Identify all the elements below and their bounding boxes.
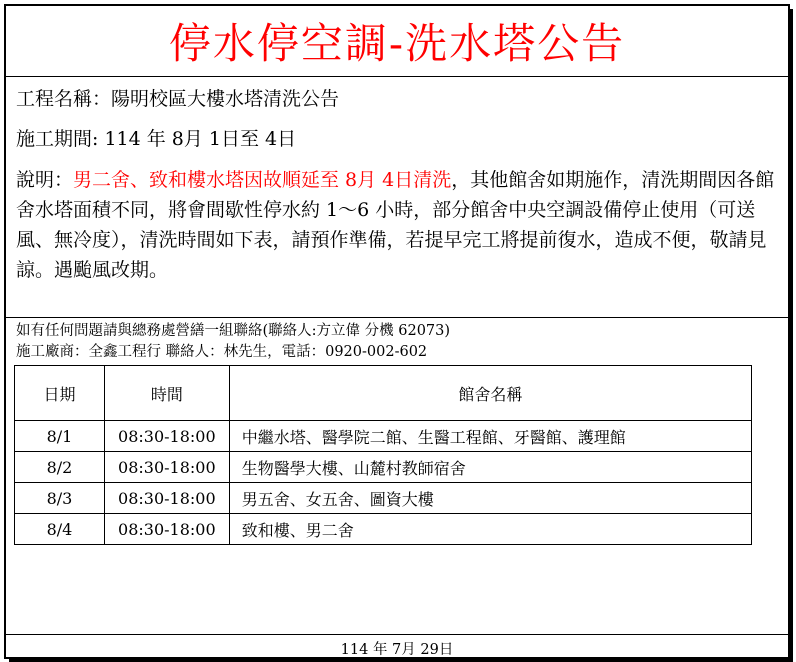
table-header-row [15,366,752,421]
description [16,165,778,285]
notice-title: 停水停空調-洗水塔公告 [168,19,626,68]
project-name: 工程名稱：陽明校區大樓水塔清洗公告 [16,88,340,110]
header-date: 日期 [15,366,105,421]
row-buildings: 中繼水塔、醫學院二館、生醫工程館、牙醫館、護理館 [229,421,751,452]
row-date: 8/1 [15,421,105,452]
row-date: 8/3 [15,483,105,514]
table-row [15,452,752,483]
contact-line-office: 如有任何問題請與總務處營繕一組聯絡(聯絡人:方立偉 分機 62073) [16,323,451,339]
row-buildings: 生物醫學大樓、山麓村教師宿舍 [229,452,751,483]
row-date: 8/2 [15,452,105,483]
contact-block [6,318,788,363]
description-text: ，其他館舍如期施作，清洗期間因各館舍水塔面積不同，將會間歇性停水約 1～6 小時，部分館舍中央空調設備停止使用（可送風、無冷度），清洗時間如下表，請預作準備，若提早完工將提前復水，造成不便，敬請見諒。遇颱風改期。 [16,169,775,281]
description-highlight: 男二舍、致和樓水塔因故順延至 8月 4日清洗 [73,169,452,191]
row-date: 8/4 [15,514,105,545]
row-buildings: 男五舍、女五舍、圖資大樓 [229,483,751,514]
table-row [15,514,752,545]
header-time: 時間 [104,366,229,421]
header-building: 館舍名稱 [229,366,751,421]
contact-line-contractor: 施工廠商：全鑫工程行 聯絡人：林先生，電話：0920-002-602 [16,344,428,360]
row-buildings: 致和樓、男二舍 [229,514,751,545]
row-time: 08:30-18:00 [104,483,229,514]
row-time: 08:30-18:00 [104,421,229,452]
description-label: 說明： [16,169,74,191]
info-block [6,77,788,318]
schedule-table [14,365,752,545]
table-row [15,421,752,452]
table-row [15,483,752,514]
notice-board [4,4,790,659]
title-row [6,6,788,77]
footer-date: 114 年 7月 29日 [6,634,788,661]
row-time: 08:30-18:00 [104,452,229,483]
row-time: 08:30-18:00 [104,514,229,545]
construction-period: 施工期間: 114 年 8月 1日至 4日 [16,128,297,150]
